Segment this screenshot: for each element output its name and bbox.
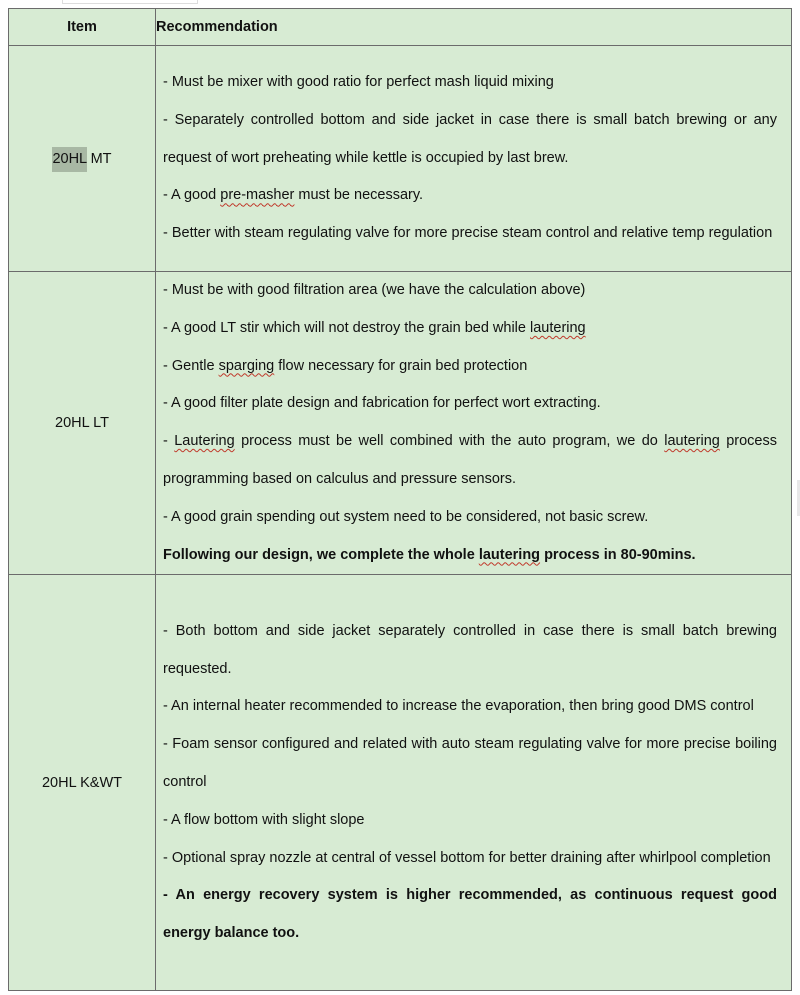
- header-recommendation: Recommendation: [156, 9, 792, 46]
- rec-line: - A flow bottom with slight slope: [163, 811, 365, 828]
- rec-line: - A good filter plate design and fabrication for perfect wort extracting.: [163, 395, 601, 412]
- table-row: [9, 575, 792, 991]
- top-box: [62, 0, 198, 4]
- item-cell-kwt: 20HL K&WT: [9, 575, 156, 991]
- rec-line: - Lautering process must be well combined with the auto program, we do lautering process programming based on calculus and pressure sensors.: [163, 433, 777, 487]
- rec-line: - A good pre-masher must be necessary.: [163, 187, 424, 204]
- recommendation-cell-lt: [156, 272, 792, 575]
- spellcheck-word: lautering: [530, 319, 586, 336]
- rec-line-bold: - An energy recovery system is higher recommended, as continuous request good energy balance too.: [163, 887, 777, 942]
- spellcheck-word: pre-masher: [220, 187, 295, 204]
- rec-line: - Foam sensor configured and related with auto steam regulating valve for more precise boiling control: [163, 736, 777, 790]
- rec-line-bold: Following our design, we complete the whole lautering process in 80-90mins.: [163, 546, 696, 563]
- rec-line: - A good LT stir which will not destroy the grain bed while lautering: [163, 319, 586, 336]
- spellcheck-word: sparging: [218, 357, 275, 374]
- spellcheck-word: lautering: [478, 546, 541, 563]
- spellcheck-word: lautering: [664, 433, 720, 450]
- recommendation-cell-mt: [156, 46, 792, 272]
- item-text: MT: [86, 150, 112, 167]
- rec-line: - A good grain spending out system need to be considered, not basic screw.: [163, 508, 649, 525]
- highlighted-text: 20HL: [52, 147, 86, 172]
- rec-line: - Gentle sparging flow necessary for grain bed protection: [163, 357, 528, 374]
- item-cell-lt: 20HL LT: [9, 272, 156, 575]
- table-row: [9, 272, 792, 575]
- rec-line: - Better with steam regulating valve for more precise steam control and relative temp regulation: [163, 225, 773, 242]
- rec-line: - Separately controlled bottom and side jacket in case there is small batch brewing or any request of wort preheating while kettle is occupied by last brew.: [163, 111, 777, 166]
- header-item: Item: [9, 9, 156, 46]
- rec-line: - Must be mixer with good ratio for perfect mash liquid mixing: [163, 74, 554, 90]
- rec-line: - Must be with good filtration area (we have the calculation above): [163, 282, 586, 298]
- top-strip: [0, 0, 800, 8]
- rec-line: - Optional spray nozzle at central of vessel bottom for better draining after whirlpool completion: [163, 849, 771, 866]
- rec-line: - An internal heater recommended to increase the evaporation, then bring good DMS control: [163, 698, 754, 715]
- table-header-row: [9, 9, 792, 46]
- item-cell-mt: [9, 46, 156, 272]
- table-row: [9, 46, 792, 272]
- rec-line: - Both bottom and side jacket separately controlled in case there is small batch brewing requested.: [163, 622, 777, 677]
- spellcheck-word: Lautering: [174, 433, 235, 450]
- recommendation-cell-kwt: [156, 575, 792, 991]
- recommendation-table: [8, 8, 792, 991]
